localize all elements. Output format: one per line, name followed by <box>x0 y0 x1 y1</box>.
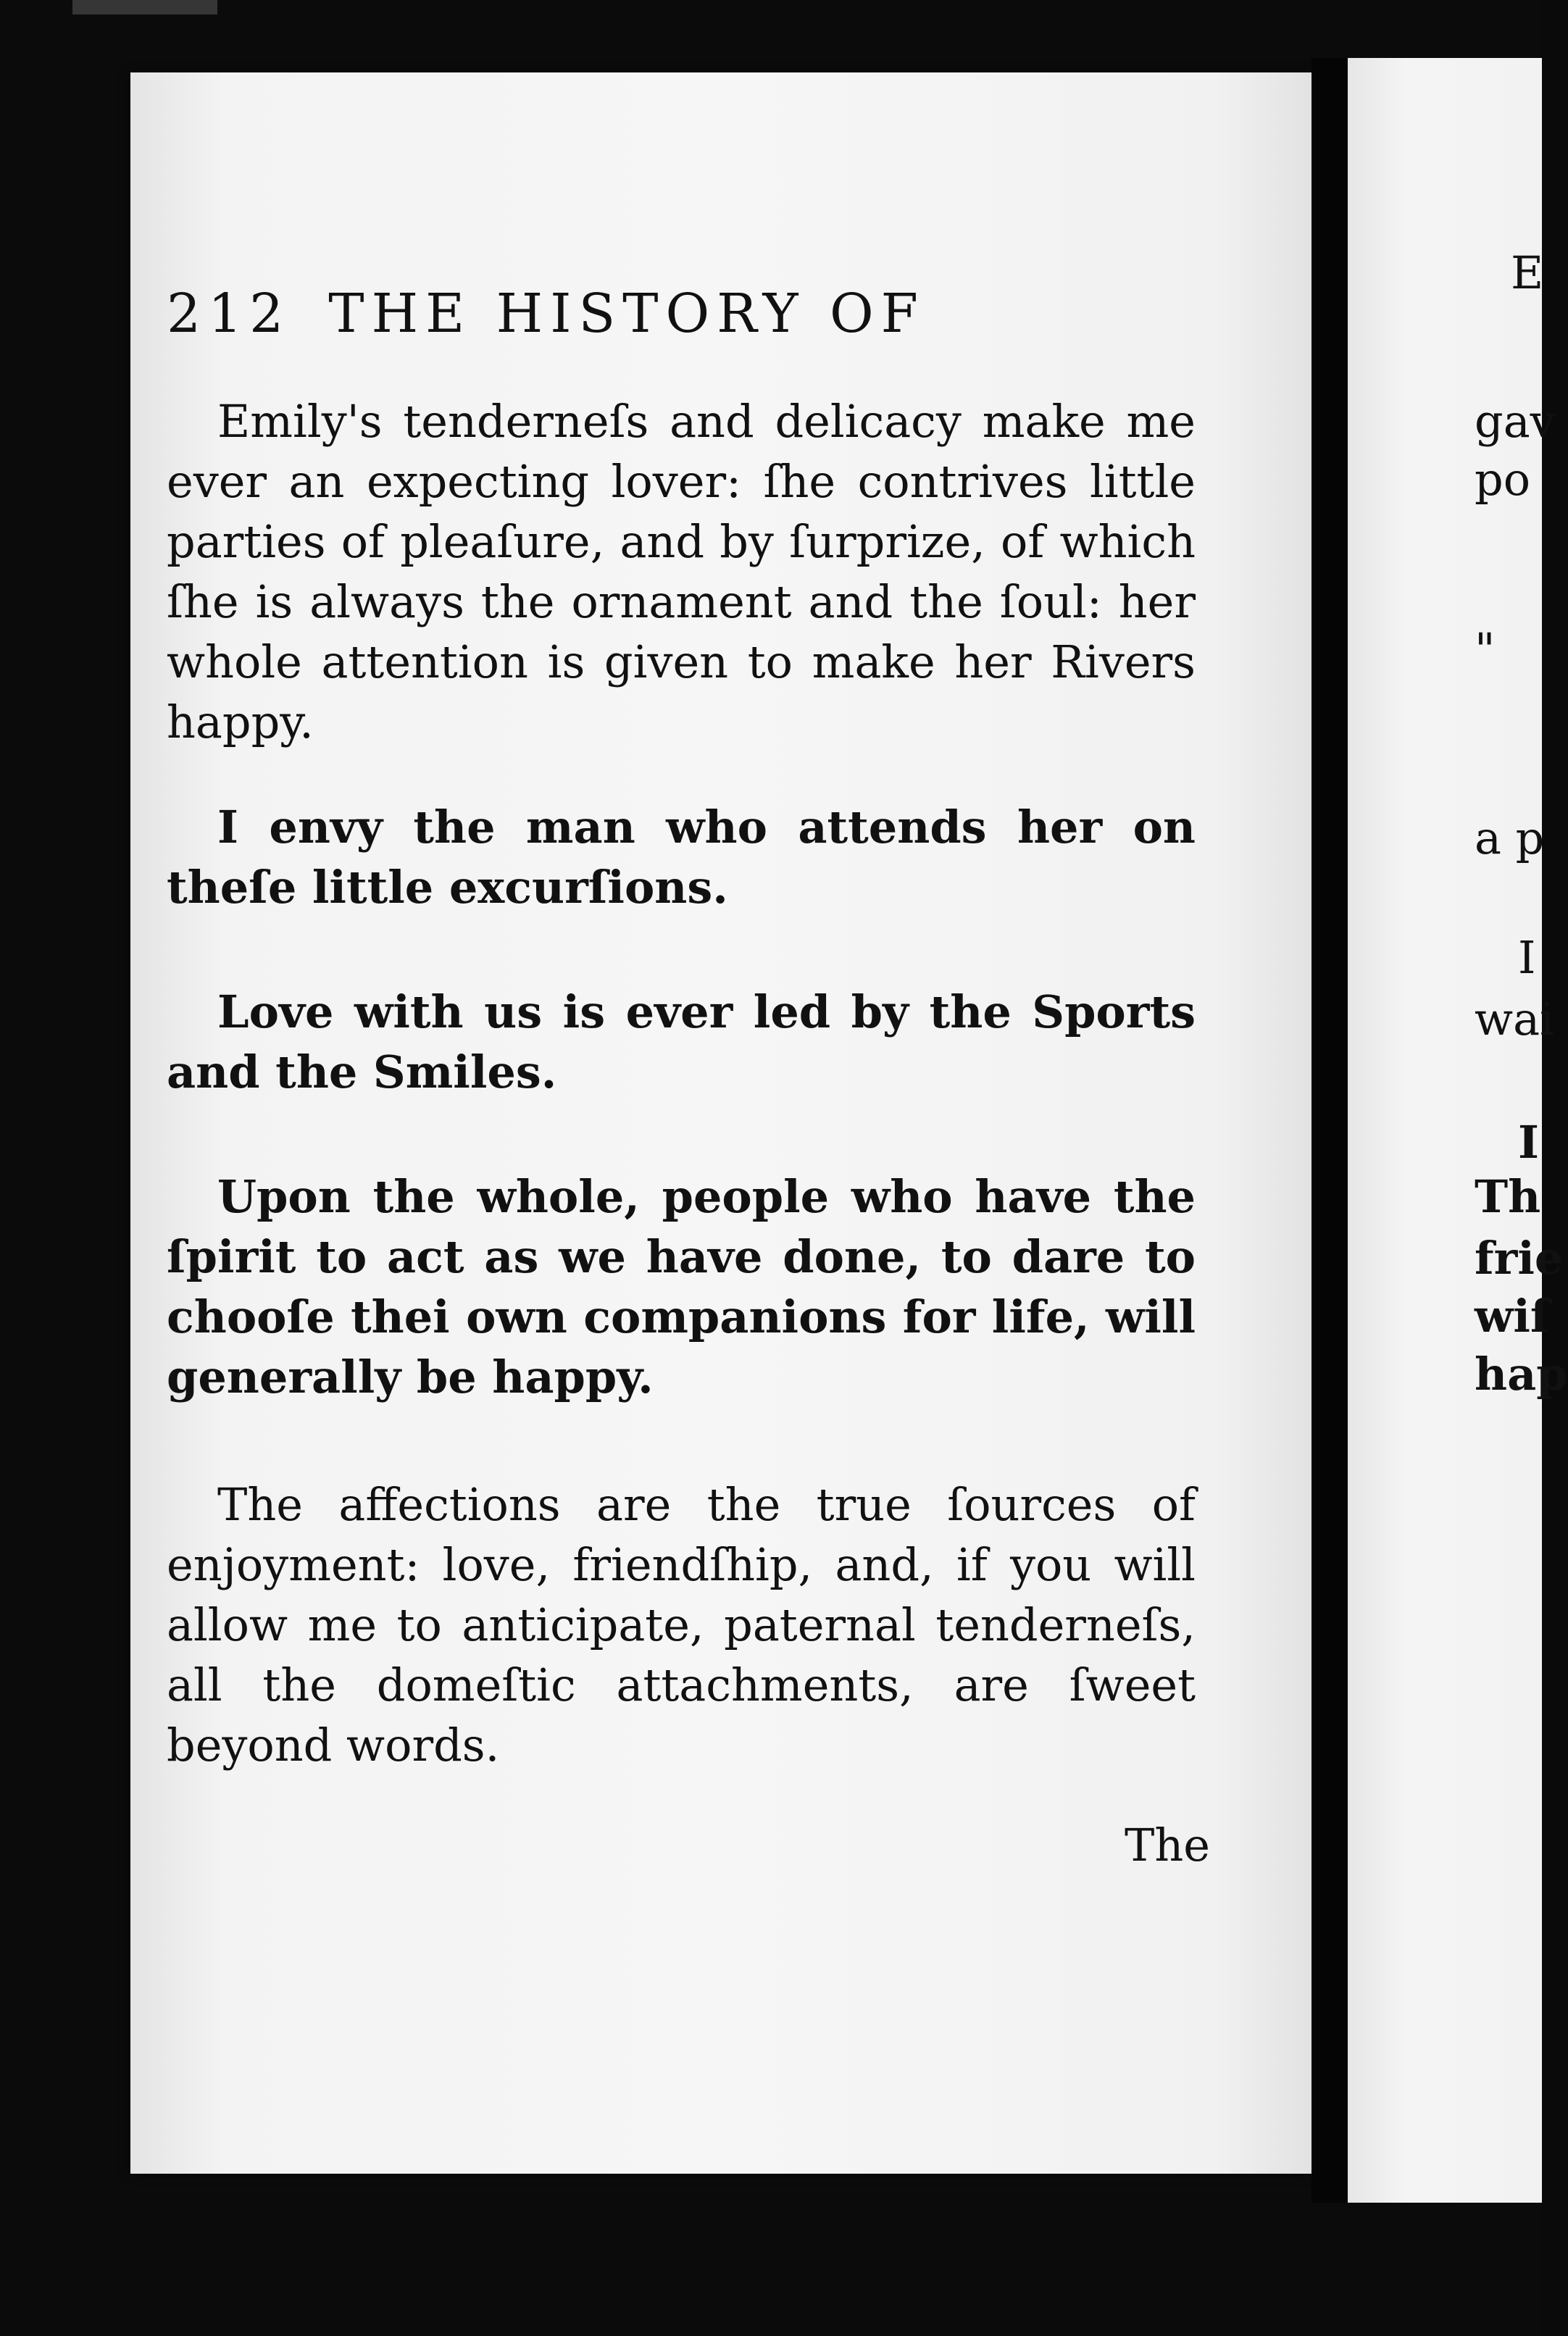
right-page-fragment: po <box>1475 453 1531 506</box>
paragraph-3: Love with us is ever led by the Sports and the Smiles. <box>167 985 1196 1098</box>
book-gutter <box>1311 58 1348 2203</box>
right-page-fragment: wiſ <box>1475 1290 1550 1343</box>
paragraph-5: The affections are the true ſources of enjoyment: love, friendſhip, and, if you will allow me to anticipate, paternal tenderneſs, all the domeſtic attachments, are ſweet beyond words. <box>167 1478 1196 1772</box>
paragraph-2: I envy the man who attends her on theſe little excurſions. <box>167 801 1196 914</box>
right-page-fragment: " <box>1475 623 1496 676</box>
page-number: 212 <box>167 283 291 345</box>
right-page-fragment: gav <box>1475 395 1556 448</box>
right-page-fragment: I <box>1518 1116 1540 1169</box>
right-page-fragment: I <box>1518 931 1536 984</box>
right-page-fragment: Th <box>1475 1170 1541 1223</box>
running-header <box>167 283 1109 362</box>
right-page <box>1348 58 1545 2203</box>
running-head-title: THE HISTORY OF <box>328 283 925 345</box>
right-page-fragment: frie <box>1475 1232 1564 1285</box>
right-page-fragment: a p <box>1475 812 1545 864</box>
right-page-fragment: wai <box>1475 993 1554 1046</box>
right-page-fragment: E <box>1511 246 1544 299</box>
paragraph-1: Emily's tenderneſs and delicacy make me ever an expecting lover: ſhe contrives little parties of pleaſure, and by ſurprize, of which ſhe is always the ornament and the ſoul: her whole attention is given to make her Rivers happy. <box>167 395 1196 748</box>
paragraph-4: Upon the whole, people who have the ſpirit to act as we have done, to dare to chooſe thei own companions for life, will generally be happy. <box>167 1170 1196 1403</box>
page-edge-artifact <box>72 0 217 14</box>
right-page-fragment: hap <box>1475 1348 1568 1401</box>
catchword: The <box>1125 1819 1210 1872</box>
